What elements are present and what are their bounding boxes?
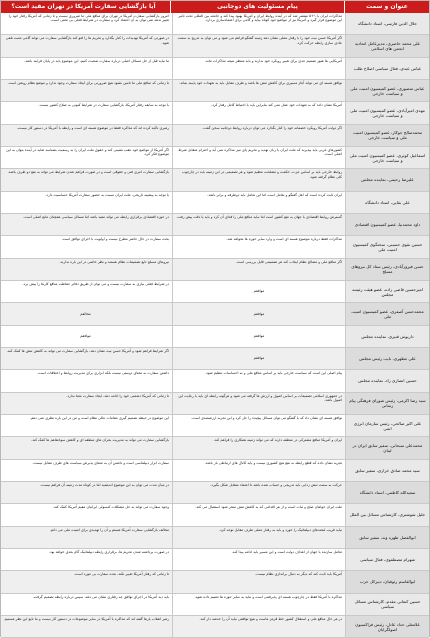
table-row xyxy=(1,303,429,325)
table-row xyxy=(1,281,429,303)
person-name-title: محمدعلی سبحانی، سفیر سابق ایران در لبنان xyxy=(345,437,429,458)
person-name-title: ابوالفضل ظهره وند، سفیر سابق xyxy=(345,527,429,548)
table-row xyxy=(1,13,429,35)
person-name-title: سعیدالله کاظمی، استاد دانشگاه xyxy=(345,482,429,503)
mutual-message-cell: موافقم xyxy=(172,326,345,347)
mutual-message-cell: روابط خارجی باید بر اساس عزت، حکمت و مصلحت تنظیم شود و هر تصمیمی در این زمینه باید در چارچوب کلی نظام گرفته شود. xyxy=(172,169,345,190)
mutual-message-cell: اگر منافع ملی و مصالح نظام ایجاب کند هر تصمیمی قابل بررسی است. xyxy=(172,259,345,280)
person-name-title: جلیل شوشتری، کارشناس مسائل بین الملل xyxy=(345,504,429,525)
embassy-opinion-cell: داشتن سفارت به معنای دوستی نیست بلکه ابزاری برای مدیریت روابط و اختلافات است. xyxy=(1,370,172,391)
embassy-opinion-cell: این موضوع در حیطه تصمیم گیری مقامات عالی نظام است و من در این باره نظری نمی دهم. xyxy=(1,415,172,436)
mutual-message-cell: نباید فریب لبخندهای دیپلماتیک را خورد و باید به رفتار عملی طرف مقابل توجه کرد. xyxy=(172,527,345,548)
table-row xyxy=(1,437,429,459)
person-name-title: محمدصالح جوکار، عضو کمیسیون امنیت ملی و سیاست خارجی xyxy=(345,125,429,146)
embassy-opinion-cell: بازگشایی سفارت امری فنی و حقوقی است و در صورت فراهم شدن شرایط می تواند به نفع دو طرف باشد. xyxy=(1,169,172,190)
embassy-opinion-cell: در صورتی که آمریکا تهدیدات را کنار بگذارد و تحریم ها را لغو کند بازگشایی سفارت می تواند گامی مثبت تلقی شود. xyxy=(1,35,172,56)
header-embassy-question: آیا بازگشایی سفارت آمریکا در تهران مفید است؟ xyxy=(11,3,156,10)
mutual-message-cell: موافقم xyxy=(172,348,345,369)
table-row xyxy=(1,482,429,504)
mutual-message-cell: گسترش روابط اقتصادی با جهان به نفع کشور است اما نباید منافع ملی را فدای آن کرد و باید با دقت پیش رفت. xyxy=(172,214,345,235)
table-row xyxy=(1,58,429,80)
table-row xyxy=(1,102,429,124)
person-name-title: اسماعیل کوثری، عضو کمیسیون امنیت ملی و سیاست خارجی xyxy=(345,147,429,168)
embassy-opinion-cell: امروز بازگشایی سفارت آمریکا در تهران برای منافع ملی ما ضروری نیست و تا زمانی که آمریکا رفتار خود را تغییر ندهد نمی توان به آن اعتماد کرد و سفارت در شرایط فعلی بی معنی است. xyxy=(1,13,172,34)
header-message: پیام مسئولیت های دوجانبی xyxy=(170,1,344,13)
mutual-message-cell: توافق هسته ای می تواند آغاز مسیری برای کاهش تنش ها باشد و طرف مقابل باید به تعهدات خود پایبند بماند. xyxy=(172,80,345,101)
person-name-title: شهرام مصطفوی، فعال سیاسی xyxy=(345,549,429,570)
person-name-title: علی اکبر صالحی، رئیس سازمان انرژی اتمی xyxy=(345,415,429,436)
embassy-opinion-cell: نیروهای مسلح تابع تصمیمات نظام هستند و نظر خاصی در این باره ندارند. xyxy=(1,259,172,280)
person-name-title: مهدی امیرآبادی، عضو کمیسیون امنیت ملی و سیاست خارجی xyxy=(345,102,429,123)
mutual-message-cell: در جمهوری اسلامی تصمیمات بر اساس اصول و ارزش ها گرفته می شود و هرگونه رابطه ای باید با رعایت این اصول باشد. xyxy=(172,393,345,414)
person-name-title: ابوالقاسم رئوفیان، دبیرکل حزب xyxy=(345,571,429,592)
table-row xyxy=(1,236,429,258)
person-name-title: داود محمدنیا، عضو کمیسیون اقتصادی xyxy=(345,214,429,235)
embassy-opinion-cell: با توجه به پیشینه تاریخی، ملت ایران نسبت به حضور سفارت آمریکا حساسیت دارد. xyxy=(1,192,172,213)
table-row xyxy=(1,125,429,147)
mutual-message-cell: موافقم xyxy=(172,281,345,302)
embassy-opinion-cell: در میان مدت می توان به این موضوع اندیشید اما در کوتاه مدت زمینه آن فراهم نیست. xyxy=(1,482,172,503)
mutual-message-cell: ملت ایران خواهان صلح و ثبات است و از هر اقدامی که به کاهش تنش منجر شود استقبال می کند. xyxy=(172,504,345,525)
mutual-message-cell: حرکت به سمت تنش زدایی باید تدریجی و حساب شده باشد تا اعتماد متقابل شکل بگیرد. xyxy=(172,482,345,503)
mutual-message-cell: ایران و آمریکا منافع مشترکی در منطقه دارند که می تواند زمینه همکاری را فراهم کند. xyxy=(172,437,345,458)
embassy-opinion-cell: با توجه به سابقه رفتار آمریکا، بازگشایی سفارت در شرایط کنونی به صلاح کشور نیست. xyxy=(1,102,172,123)
table-row xyxy=(1,192,429,214)
embassy-opinion-cell: در شرایط فعلی نیازی به سفارت نیست و می توان از طریق دفاتر حفاظت منافع کارها را پیش برد. xyxy=(1,281,172,302)
embassy-opinion-cell: اگر شرایط فراهم شود و آمریکا حسن نیت نشان دهد، بازگشایی سفارت می تواند به کاهش تنش ها کمک کند. xyxy=(1,348,172,369)
mutual-message-cell: اگر آمریکا حسن نیت خود را با رفتار عملی نشان دهد زمینه گفتگو فراهم می شود و می توان به تدریج به سمت عادی سازی رابطه حرکت کرد. xyxy=(172,35,345,56)
mutual-message-cell: تجربه نشان داده که قطع رابطه به نفع هیچ کشوری نیست و باید کانال های ارتباطی باز باشد. xyxy=(172,460,345,481)
mutual-message-cell: مذاکره با آمریکا فقط در چارچوب هسته ای پذیرفتنی است و نباید به سایر حوزه ها تعمیم داده شود. xyxy=(172,594,345,615)
table-row xyxy=(1,214,429,236)
mutual-message-cell: تعامل سازنده با جهان از اهداف دولت است و این مسیر باید ادامه پیدا کند. xyxy=(172,549,345,570)
table-row xyxy=(1,504,429,526)
person-name-title: علیرضا رحیمی، نماینده مجلس xyxy=(345,169,429,190)
table-header xyxy=(1,1,429,13)
embassy-opinion-cell: مخالفم xyxy=(1,303,172,324)
table-row xyxy=(1,370,429,392)
mutual-message-cell: آمریکا باید ثابت کند که دیگر به دنبال براندازی نظام نیست. xyxy=(172,571,345,592)
mutual-message-cell: در هر حال منافع ملی و استقلال کشور خط قرمز ماست و هیچ توافقی نباید آن را خدشه دار کند. xyxy=(172,616,345,637)
person-name-title: حسین نقوی حسینی، سخنگوی کمیسیون امنیت ملی xyxy=(345,236,429,257)
embassy-opinion-cell: اگر آمریکا از مواضع خود عقب نشینی کند و حقوق ملت ایران را به رسمیت بشناسد شاید در آینده بتوان به این موضوع فکر کرد. xyxy=(1,147,172,168)
table-row xyxy=(1,594,429,616)
person-name-title: داریوش قنبری، نماینده مجلس xyxy=(345,326,429,347)
person-name-title: علی مطهری، نایب رئیس مجلس xyxy=(345,348,429,369)
embassy-opinion-cell: تا زمانی که منافع ملی ما تامین نشود هیچ ضرورتی برای ایجاد سفارت وجود ندارد و موضع نظام روشن است. xyxy=(1,80,172,101)
mutual-message-cell: مذاکرات فقط درباره موضوع هسته ای است و وارد سایر حوزه ها نخواهد شد. xyxy=(172,236,345,257)
person-name-title: حسن فیروزآبادی، رئیس ستاد کل نیروهای مسلح xyxy=(345,259,429,280)
mutual-message-cell: پیام اصلی این است که سیاست خارجی باید بر اساس منافع ملی و نه احساسات تنظیم شود. xyxy=(172,370,345,391)
embassy-opinion-cell: موافقم xyxy=(1,326,172,347)
person-name-title: علی محمد حاضری، مدیرعامل اتحادیه انجمن های اسلامی xyxy=(345,35,429,56)
embassy-opinion-cell: در حوزه اقتصادی برقراری رابطه می تواند مفید باشد اما مسائل سیاسی همچنان مانع اصلی است. xyxy=(1,214,172,235)
mutual-message-cell: موافقم xyxy=(172,303,345,324)
table-body xyxy=(1,13,429,638)
embassy-opinion-cell: در صورت برداشته شدن تحریم ها، برقراری رابطه دیپلماتیک گام بعدی خواهد بود. xyxy=(1,549,172,570)
person-name-title: جلال الدین فارسی، استاد دانشگاه xyxy=(345,13,429,34)
table-row xyxy=(1,415,429,437)
mutual-message-cell: ایران ثابت کرده است که اهل گفتگو و تعامل است اما این تعامل باید دوطرفه و برابر باشد. xyxy=(172,192,345,213)
person-name-title: عباس منصوری، عضو کمیسیون امنیت ملی و سیاست خارجی xyxy=(345,80,429,101)
person-name-title: محمدحسن آصفری، عضو کمیسیون امنیت ملی xyxy=(345,303,429,324)
table-row xyxy=(1,616,429,638)
header-name-title: عنوان و سمت xyxy=(344,1,429,13)
person-name-title: امیرحسین قاضی زاده، عضو هیئت رئیسه مجلس xyxy=(345,281,429,302)
embassy-opinion-cell: تا زمانی که رفتار آمریکا تغییر نکند، بحث سفارت بی مورد است. xyxy=(1,571,172,592)
table-row xyxy=(1,259,429,281)
embassy-opinion-cell: سفارت ابزار دیپلماسی است و داشتن آن به معنای پذیرش سیاست های طرف مقابل نیست. xyxy=(1,460,172,481)
table-row xyxy=(1,460,429,482)
embassy-opinion-cell: رهبر انقلاب بارها گفته اند که مذاکره با آمریکا در سایر موضوعات در دستور کار نیست و ما تابع این نظر هستیم. xyxy=(1,616,172,637)
person-name-title: علی بقایی، استاد دانشگاه xyxy=(345,192,429,213)
table-row xyxy=(1,80,429,102)
embassy-opinion-cell: بحث سفارت در حال حاضر مطرح نیست و اولویت با اجرای توافق است. xyxy=(1,236,172,257)
mutual-message-cell: توافق هسته ای نشان داد که با گفتگو می توان مسائل پیچیده را حل کرد و این تجربه ارزشمندی است. xyxy=(172,415,345,436)
embassy-opinion-cell: مخالف بازگشایی سفارت آمریکا هستم و آن را تهدیدی برای امنیت ملی می دانم. xyxy=(1,527,172,548)
table-row xyxy=(1,527,429,549)
mutual-message-cell: آمریکا نشان داده که به تعهدات خود عمل نمی کند بنابراین باید با احتیاط کامل رفتار کرد. xyxy=(172,102,345,123)
table-row xyxy=(1,571,429,593)
person-name-title: حسین کنعانی مقدم، کارشناس مسائل سیاسی xyxy=(345,594,429,615)
mutual-message-cell: اگر دولت آمریکا رویکرد خصمانه خود را کنار بگذارد می توان درباره روابط دوجانبه سخن گفت. xyxy=(172,125,345,146)
person-name-title: سید رضا اکرمی، رئیس شورای فرهنگی پیام رسانی xyxy=(345,393,429,414)
person-name-title: حسین انصاری راد، نماینده مجلس xyxy=(345,370,429,391)
mutual-message-cell: کشورهای غربی باید بپذیرند که ملت ایران با زبان تهدید و تحریم پای میز مذاکره نمی آید و احترام متقابل شرط اصلی است. xyxy=(172,147,345,168)
mutual-message-cell: مذاکرات ایران با ۱+۵ منتشر شد که در آینده روابط ایران و آمریکا بهبود پیدا کند و جامعه بین المللی تحت تاثیر این موضوع قرار گیرد و آمریکا نیز از مواضع خود کوتاه بیاید و گامی برای اعتمادسازی بردارد. xyxy=(172,13,345,34)
embassy-opinion-cell: بازگشایی سفارت می تواند به مدیریت بحران های منطقه ای و کاهش سوءتفاهم ها کمک کند. xyxy=(1,437,172,458)
embassy-opinion-cell: وجود سفارت می تواند به حل مشکلات کنسولی ایرانیان مقیم آمریکا کمک کند. xyxy=(1,504,172,525)
table-row xyxy=(1,348,429,370)
person-name-title: غلامعلی حداد عادل، رئیس فراکسیون اصولگرایان xyxy=(345,616,429,637)
embassy-opinion-cell: رهبری تاکید کرده اند که مذاکره فقط در موضوع هسته ای است و رابطه با آمریکا در دستور کار نیست. xyxy=(1,125,172,146)
table-row xyxy=(1,393,429,415)
table-row xyxy=(1,35,429,57)
table-row xyxy=(1,169,429,191)
embassy-opinion-cell: باید دید آمریکا در اجرای توافق چه رفتاری نشان می دهد، سپس درباره رابطه تصمیم گرفت. xyxy=(1,594,172,615)
embassy-opinion-cell: ما نباید قبل از حل مسائل اصلی درباره سفارت صحبت کنیم، این موضوع باید در پایان فرایند باشد. xyxy=(1,58,172,79)
person-name-title: عباس عبدی، فعال سیاسی اصلاح طلب xyxy=(345,58,429,79)
embassy-opinion-cell: تا زمانی که آمریکا دشمنی خود را ادامه دهد، ایجاد سفارت معنا ندارد. xyxy=(1,393,172,414)
person-name-title: سید محمد صادق خرازی، سفیر سابق xyxy=(345,460,429,481)
mutual-message-cell: آمریکایی ها هنوز تصمیم جدی برای تغییر رویکرد خود ندارند و باید منتظر نتیجه مذاکرات ماند. xyxy=(172,58,345,79)
table-row xyxy=(1,549,429,571)
table-row xyxy=(1,147,429,169)
table-row xyxy=(1,326,429,348)
